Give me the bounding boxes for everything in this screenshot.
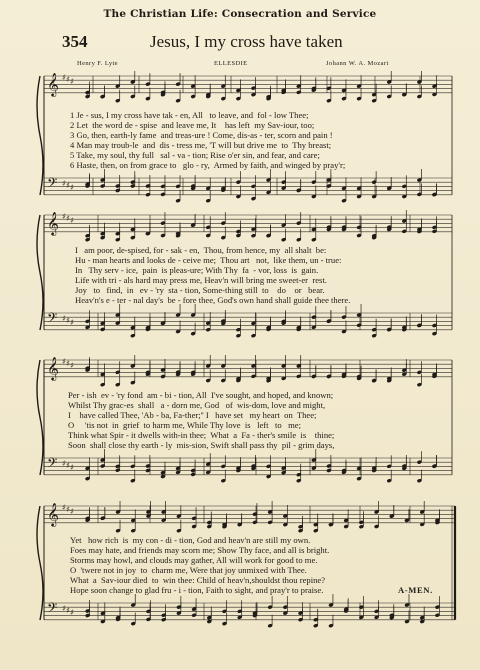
sharp-icon: ♯ xyxy=(66,316,70,325)
sharp-icon: ♯ xyxy=(62,212,66,221)
sharp-icon: ♯ xyxy=(62,179,66,188)
sharp-icon: ♯ xyxy=(70,216,74,225)
author-credit: Henry F. Lyte xyxy=(77,60,118,67)
brace xyxy=(37,215,43,330)
lyric-line: O 'tis not in grief to harm me, While Thy love is left to me; xyxy=(68,420,301,430)
treble-clef-icon: 𝄞 xyxy=(47,502,59,526)
lyric-line: 6 Haste, then, on from grace to glo - ry, Armed by faith, and winged by pray'r; xyxy=(70,160,346,170)
sharp-icon: ♯ xyxy=(70,361,74,370)
lyric-line: Hu - man hearts and looks de - ceive me; Thou art not, like them, un - true: xyxy=(75,255,342,265)
bass-clef-icon: 𝄢 xyxy=(47,175,58,194)
sharp-icon: ♯ xyxy=(66,606,70,615)
sharp-icon: ♯ xyxy=(62,459,66,468)
treble-clef-icon: 𝄞 xyxy=(47,211,59,235)
sharp-icon: ♯ xyxy=(70,183,74,192)
lyric-line: I am poor, de-spised, for - sak - en, Thou, from hence, my all shalt be: xyxy=(75,245,327,255)
sharp-icon: ♯ xyxy=(66,214,70,223)
lyric-line: 4 Man may troub-le and dis - tress me, 'T will but drive me to Thy breast; xyxy=(70,140,332,150)
sharp-icon: ♯ xyxy=(62,314,66,323)
sharp-icon: ♯ xyxy=(66,461,70,470)
sharp-icon: ♯ xyxy=(62,604,66,613)
sharp-icon: ♯ xyxy=(62,357,66,366)
sharp-icon: ♯ xyxy=(70,463,74,472)
sharp-icon: ♯ xyxy=(66,359,70,368)
lyric-line: What a Sav-iour died to win thee: Child of heav'n,shouldst thou repine? xyxy=(70,575,326,585)
brace xyxy=(37,506,43,620)
hymn-title: Jesus, I my cross have taken xyxy=(150,32,343,51)
lyric-line: Foes may hate, and friends may scorn me; Show Thy face, and all is bright. xyxy=(70,545,330,555)
sharp-icon: ♯ xyxy=(70,77,74,86)
hymn-number: 354 xyxy=(62,32,88,51)
bass-clef-icon: 𝄢 xyxy=(47,310,58,329)
amen-label: A-MEN. xyxy=(398,585,433,595)
lyric-line: In Thy serv - ice, pain is pleas-ure; With Thy fa - vor, loss is gain. xyxy=(75,265,319,275)
bass-clef-icon: 𝄢 xyxy=(47,600,58,619)
lyric-line: Soon shall close thy earth - ly mis-sion, Swift shall pass thy pil - grim days, xyxy=(68,440,335,450)
bass-clef-icon: 𝄢 xyxy=(47,455,58,474)
lyric-line: Whilst Thy grac-es shall a - dorn me, God of wis-dom, love and might, xyxy=(68,400,326,410)
lyric-line: 1 Je - sus, I my cross have tak - en, All to leave, and fol - low Thee; xyxy=(70,110,309,120)
lyric-line: 2 Let the word de - spise and leave me, It has left my Sav-iour, too; xyxy=(70,120,315,130)
lyric-line: 5 Take, my soul, thy full sal - va - tion; Rise o'er sin, and fear, and care; xyxy=(70,150,320,160)
lyric-line: Joy to find, in ev - 'ry sta - tion, Some-thing still to do or bear. xyxy=(75,285,325,295)
brace xyxy=(37,360,43,475)
sharp-icon: ♯ xyxy=(70,507,74,516)
lyric-line: Life with tri - als hard may press me, Heav'n will bring me sweet-er rest. xyxy=(75,275,327,285)
lyric-line: Think what Spir - it dwells with-in thee; What a Fa - ther's smile is thine; xyxy=(68,430,335,440)
lyric-line: Hope soon change to glad fru - i - tion, Faith to sight, and pray'r to praise. xyxy=(70,585,324,595)
lyric-line: O 'twere not in joy to charm me, Were that joy unmixed with Thee. xyxy=(70,565,307,575)
sharp-icon: ♯ xyxy=(70,318,74,327)
sharp-icon: ♯ xyxy=(66,505,70,514)
brace xyxy=(37,76,43,195)
sharp-icon: ♯ xyxy=(70,608,74,617)
lyric-line: Yet how rich is my con - di - tion, God and heav'n are still my own. xyxy=(70,535,311,545)
lyric-line: Heav'n's e - ter - nal day's be - fore thee, God's own hand shall guide thee there. xyxy=(75,295,351,305)
lyric-line: Per - ish ev - 'ry fond am - bi - tion, All I've sought, and hoped, and known; xyxy=(68,390,334,400)
lyric-line: I have called Thee, 'Ab - ba, Fa-ther;'' I have set my heart on Thee; xyxy=(68,410,317,420)
treble-clef-icon: 𝄞 xyxy=(47,356,59,380)
lyric-line: 3 Go, then, earth-ly fame and treas-ure ! Come, dis-as - ter, scorn and pain ! xyxy=(70,130,333,140)
sharp-icon: ♯ xyxy=(66,181,70,190)
tune-name: ELLESDIE xyxy=(214,60,248,67)
sharp-icon: ♯ xyxy=(62,503,66,512)
composer-credit: Johann W. A. Mozart xyxy=(326,60,389,67)
treble-clef-icon: 𝄞 xyxy=(47,72,59,96)
lyric-line: Storms may howl, and clouds may gather, All will work for good to me. xyxy=(70,555,318,565)
sharp-icon: ♯ xyxy=(66,75,70,84)
sharp-icon: ♯ xyxy=(62,73,66,82)
section-title: The Christian Life: Consecration and Service xyxy=(103,8,377,20)
